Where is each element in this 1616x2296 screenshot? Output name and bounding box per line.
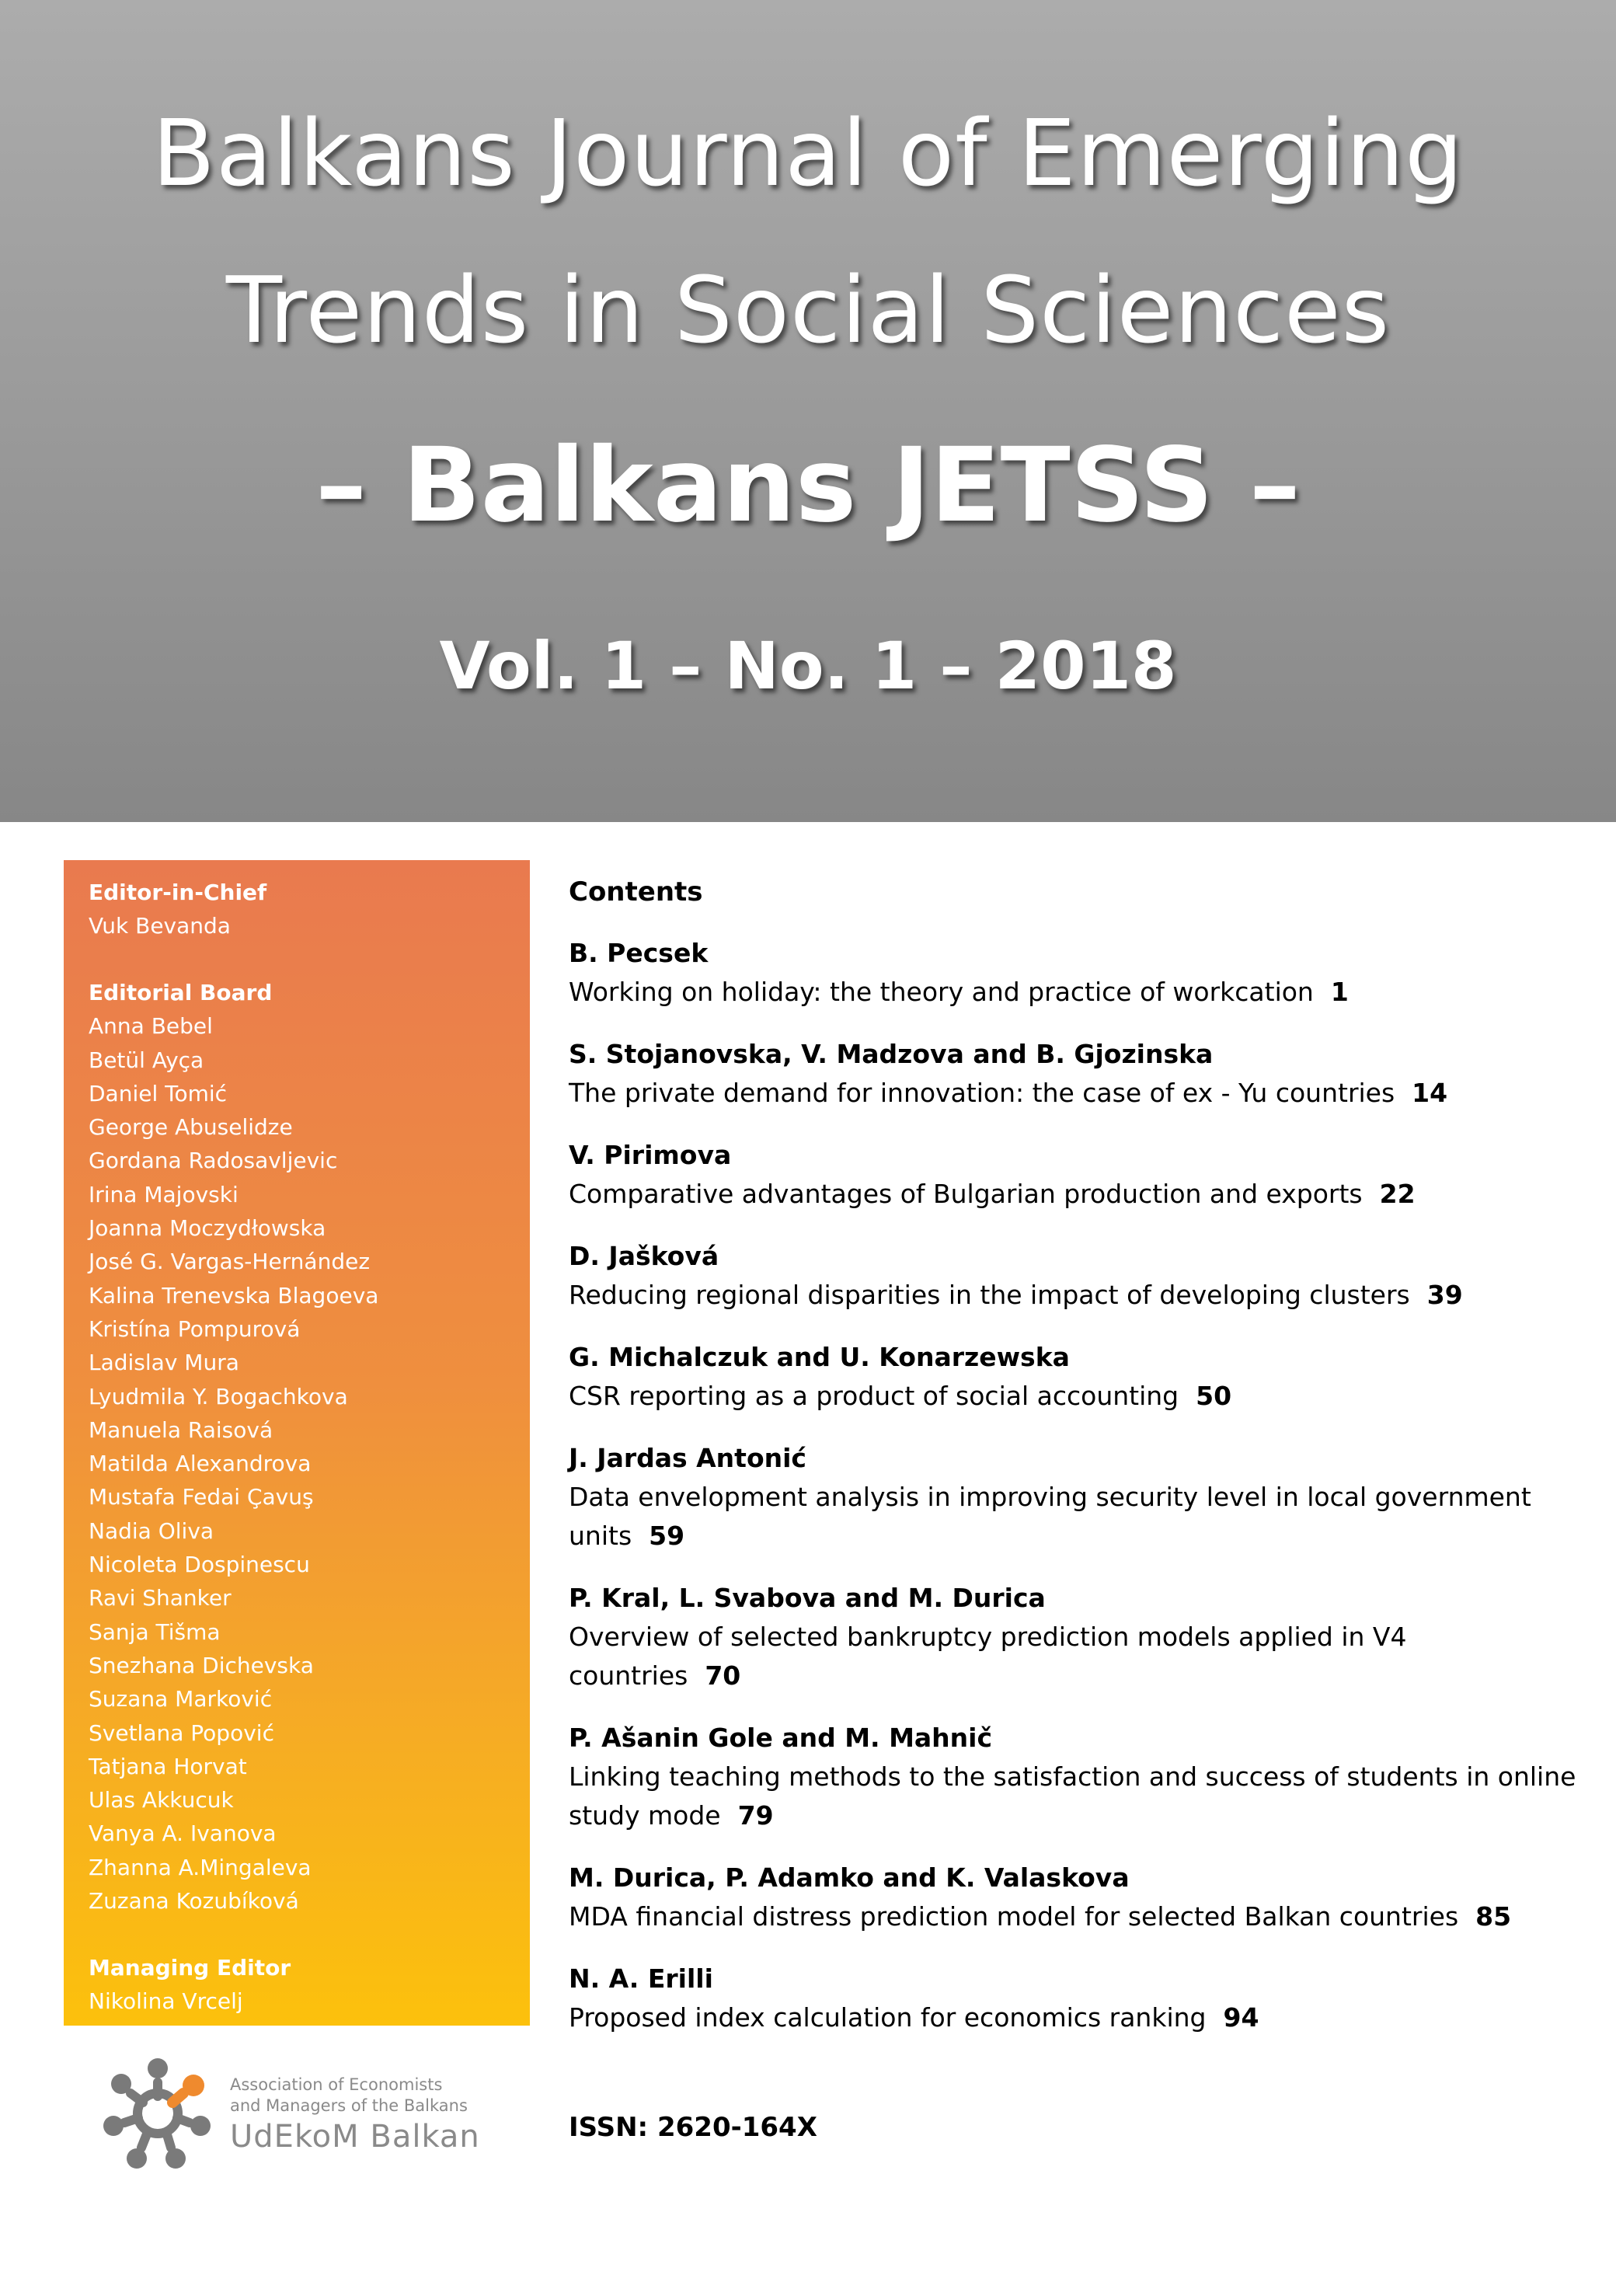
entry-title: Reducing regional disparities in the impact of developing clusters [569, 1280, 1410, 1310]
board-member: Kristína Pompurová [89, 1315, 301, 1342]
entry-page: 70 [705, 1660, 741, 1691]
contents-entry [569, 1960, 1579, 2037]
entry-authors: P. Kral, L. Svabova and M. Durica [569, 1583, 1046, 1613]
entry-authors: G. Michalczuk and U. Konarzewska [569, 1342, 1070, 1372]
contents-entry [569, 1859, 1579, 1936]
editorial-board-heading: Editorial Board [89, 980, 273, 1006]
board-member: Mustafa Fedai Çavuş [89, 1484, 314, 1510]
board-member: George Abuselidze [89, 1114, 293, 1141]
board-member: Ladislav Mura [89, 1350, 239, 1376]
board-member: Zuzana Kozubíková [89, 1888, 299, 1914]
editorial-board-panel [64, 860, 530, 2026]
managing-editor-name: Nikolina Vrcelj [89, 1988, 243, 2015]
board-member: Daniel Tomić [89, 1080, 228, 1106]
contents-entry [569, 1035, 1579, 1113]
contents-entry [569, 1439, 1579, 1556]
entry-page: 39 [1426, 1280, 1463, 1310]
board-member: Ulas Akkucuk [89, 1787, 234, 1813]
board-member: Ravi Shanker [89, 1585, 232, 1611]
entry-authors: S. Stojanovska, V. Madzova and B. Gjozinska [569, 1039, 1214, 1069]
board-member: Snezhana Dichevska [89, 1652, 314, 1678]
contents-entry [569, 1579, 1579, 1695]
entry-title-line [569, 1276, 1579, 1315]
entry-authors: V. Pirimova [569, 1140, 732, 1170]
contents-heading: Contents [569, 876, 703, 908]
entry-title: CSR reporting as a product of social accounting [569, 1381, 1179, 1411]
entry-title: The private demand for innovation: the case of ex - Yu countries [569, 1078, 1395, 1108]
contents-entry [569, 934, 1579, 1012]
board-member: Irina Majovski [89, 1181, 239, 1207]
table-of-contents [569, 876, 1579, 2061]
board-member: Manuela Raisová [89, 1416, 273, 1443]
board-member: Zhanna A.Mingaleva [89, 1854, 312, 1880]
contents-entry [569, 1237, 1579, 1315]
entry-page: 1 [1330, 977, 1349, 1007]
entry-page: 59 [649, 1521, 685, 1551]
entry-page: 50 [1196, 1381, 1232, 1411]
board-member: Vanya A. Ivanova [89, 1820, 277, 1847]
editor-in-chief-name: Vuk Bevanda [89, 913, 231, 939]
board-member: José G. Vargas-Hernández [89, 1249, 371, 1275]
board-member: Joanna Moczydłowska [89, 1215, 326, 1242]
entry-title-line [569, 1074, 1579, 1113]
board-member: Tatjana Horvat [89, 1753, 247, 1779]
contents-entry [569, 1136, 1579, 1214]
entry-title-line [569, 1897, 1579, 1936]
entry-title: Data envelopment analysis in improving security level in local government units [569, 1482, 1531, 1551]
entry-title-line [569, 1998, 1579, 2037]
board-member: Sanja Tišma [89, 1618, 221, 1645]
publisher-name-block [230, 2075, 480, 2157]
managing-editor-heading: Managing Editor [89, 1955, 291, 1981]
board-member: Nadia Oliva [89, 1517, 214, 1544]
issn-number: ISSN: 2620-164X [569, 2112, 817, 2143]
entry-title: Comparative advantages of Bulgarian production and exports [569, 1179, 1363, 1209]
issue-info: Vol. 1 – No. 1 – 2018 [439, 628, 1177, 704]
journal-title-line-2: Trends in Social Sciences [225, 256, 1391, 364]
cover-header [0, 0, 1616, 822]
entry-title-line [569, 1377, 1579, 1416]
publisher-name: UdEkoM Balkan [230, 2119, 480, 2155]
board-member: Matilda Alexandrova [89, 1451, 312, 1477]
entry-title: Linking teaching methods to the satisfaction and success of students in online study mode [569, 1761, 1576, 1831]
entry-title: MDA financial distress prediction model for selected Balkan countries [569, 1901, 1459, 1932]
entry-title: Overview of selected bankruptcy prediction models applied in V4 countries [569, 1622, 1407, 1691]
entry-authors: B. Pecsek [569, 938, 709, 968]
entry-title: Working on holiday: the theory and practice of workcation [569, 977, 1314, 1007]
entry-page: 22 [1379, 1179, 1416, 1209]
entry-title-line [569, 1758, 1579, 1835]
publisher-line-2: and Managers of the Balkans [230, 2096, 468, 2115]
board-member: Lyudmila Y. Bogachkova [89, 1383, 348, 1409]
board-member: Svetlana Popović [89, 1719, 274, 1746]
entry-title-line [569, 973, 1579, 1012]
entry-authors: D. Jašková [569, 1241, 719, 1271]
entry-title-line [569, 1478, 1579, 1556]
entry-title: Proposed index calculation for economics ranking [569, 2002, 1207, 2033]
entry-page: 94 [1223, 2002, 1259, 2033]
entry-page: 85 [1475, 1901, 1512, 1932]
editor-in-chief-heading: Editor-in-Chief [89, 880, 267, 905]
entry-title-line [569, 1175, 1579, 1214]
contents-entry [569, 1719, 1579, 1835]
board-member: Gordana Radosavljevic [89, 1148, 338, 1174]
board-member: Kalina Trenevska Blagoeva [89, 1282, 379, 1308]
entry-authors: P. Ašanin Gole and M. Mahnič [569, 1723, 993, 1753]
board-member: Suzana Marković [89, 1686, 273, 1712]
contents-entry [569, 1338, 1579, 1416]
publisher-line-1: Association of Economists [230, 2075, 443, 2094]
entry-authors: N. A. Erilli [569, 1963, 713, 1994]
entry-title-line [569, 1618, 1579, 1695]
board-member: Anna Bebel [89, 1013, 213, 1040]
journal-title-line-1: Balkans Journal of Emerging [152, 99, 1464, 207]
journal-short-title: – Balkans JETSS – [315, 426, 1301, 545]
board-member: Betül Ayça [89, 1047, 204, 1073]
entry-authors: M. Durica, P. Adamko and K. Valaskova [569, 1862, 1130, 1893]
entry-page: 79 [737, 1800, 774, 1831]
entry-page: 14 [1412, 1078, 1448, 1108]
entry-authors: J. Jardas Antonić [569, 1443, 806, 1473]
board-member: Nicoleta Dospinescu [89, 1552, 310, 1578]
